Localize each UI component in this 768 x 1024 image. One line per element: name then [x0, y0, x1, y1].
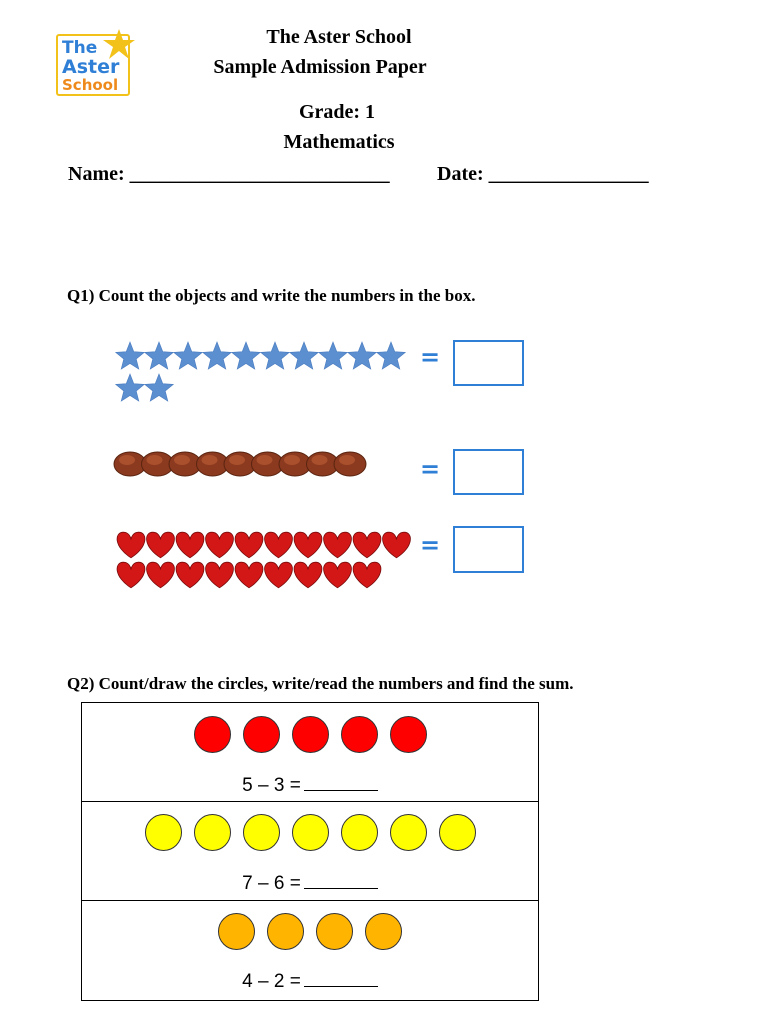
q2-circle: [365, 913, 402, 950]
q2-equation-3[interactable]: [82, 970, 538, 993]
star-icon: [145, 374, 174, 401]
star-icon: [319, 342, 348, 369]
heart-icon: [206, 562, 234, 588]
star-icon: [348, 342, 377, 369]
heart-icon: [265, 562, 293, 588]
q2-circle: [267, 913, 304, 950]
heart-icon: [235, 562, 263, 588]
q2-equation-1-text: 5 – 3 =: [242, 775, 301, 796]
q1-answer-box-3[interactable]: [453, 526, 524, 573]
q1-answer-box-2[interactable]: [453, 449, 524, 495]
q2-equation-2[interactable]: [82, 872, 538, 895]
heart-icon: [294, 562, 322, 588]
star-icon: [232, 342, 261, 369]
star-icon: [203, 342, 232, 369]
q2-circles-3: [82, 913, 538, 950]
heart-icon: [147, 532, 175, 558]
q2-equation-3-text: 4 – 2 =: [242, 971, 301, 992]
heart-icon: [117, 532, 145, 558]
name-label: Name:: [68, 163, 125, 185]
heart-icon: [353, 532, 381, 558]
q2-circles-1: [82, 716, 538, 753]
heart-icon: [176, 532, 204, 558]
q2-circle: [292, 716, 329, 753]
star-icon: [290, 342, 319, 369]
q2-equation-1[interactable]: [82, 774, 538, 797]
heart-icon: [265, 532, 293, 558]
q2-row-3: [82, 901, 538, 1000]
q1-equals-3: =: [420, 531, 441, 559]
q2-equation-2-text: 7 – 6 =: [242, 873, 301, 894]
q1-equals-1: =: [420, 343, 441, 371]
q2-answer-blank-2[interactable]: [304, 872, 378, 889]
heart-icon: [383, 532, 411, 558]
paper-title: Sample Admission Paper: [213, 56, 427, 78]
q2-circle: [341, 716, 378, 753]
heart-icon: [324, 532, 352, 558]
star-icon: [377, 342, 406, 369]
q2-circle: [243, 814, 280, 851]
star-icon: [116, 342, 145, 369]
q2-circles-2: [82, 814, 538, 851]
q2-circle: [145, 814, 182, 851]
heart-icon: [117, 562, 145, 588]
q2-circle: [194, 716, 231, 753]
star-icon: [145, 342, 174, 369]
star-icon: [116, 374, 145, 401]
q2-row-2: [82, 802, 538, 901]
q2-circle: [390, 814, 427, 851]
school-title: The Aster School: [266, 26, 412, 48]
q2-circle: [439, 814, 476, 851]
q2-circle: [316, 913, 353, 950]
q2-circle: [390, 716, 427, 753]
heart-icon: [206, 532, 234, 558]
q1-answer-box-1[interactable]: [453, 340, 524, 386]
q2-circle: [243, 716, 280, 753]
q1-title: Q1) Count the objects and write the numbers in the box.: [67, 286, 476, 305]
q1-equals-2: =: [420, 455, 441, 483]
heart-icon: [324, 562, 352, 588]
heart-icon: [176, 562, 204, 588]
logo-text-aster: Aster: [62, 56, 120, 78]
q2-circle: [218, 913, 255, 950]
star-icon: [261, 342, 290, 369]
q2-answer-blank-3[interactable]: [304, 970, 378, 987]
subject-label: Mathematics: [283, 131, 395, 153]
q2-circle: [341, 814, 378, 851]
q2-circle: [292, 814, 329, 851]
heart-icon: [353, 562, 381, 588]
name-blank: __________________________: [129, 163, 390, 185]
q2-answer-blank-1[interactable]: [304, 774, 378, 791]
heart-icon: [294, 532, 322, 558]
star-icon: [174, 342, 203, 369]
date-blank: ________________: [488, 163, 649, 185]
date-label: Date:: [437, 163, 484, 185]
grade-label: Grade: 1: [298, 101, 376, 123]
q2-table: [81, 702, 539, 1001]
logo-text-school: School: [62, 76, 119, 94]
q2-row-1: [82, 703, 538, 802]
heart-icon: [235, 532, 263, 558]
q2-circle: [194, 814, 231, 851]
logo-text-the: The: [62, 38, 98, 58]
heart-icon: [147, 562, 175, 588]
q2-title: Q2) Count/draw the circles, write/read the numbers and find the sum.: [67, 674, 574, 693]
